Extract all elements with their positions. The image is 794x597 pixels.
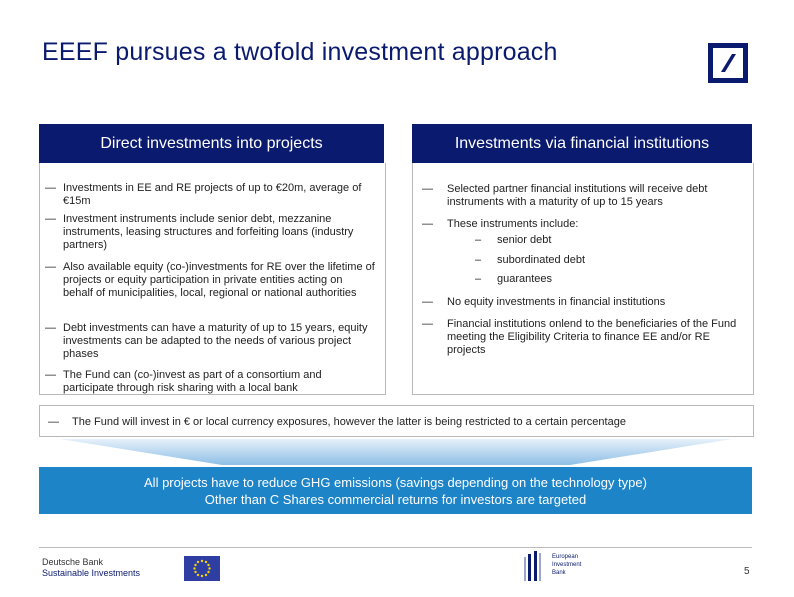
left-bullet-3: — Also available equity (co-)investments for RE over the lifetime of projects or equity participation in private entities acting on behalf of municipalities, local, regional or national authorities	[45, 261, 375, 299]
bullet-dash: —	[422, 318, 433, 330]
left-bullet-1: — Investments in EE and RE projects of up to €20m, average of €15m	[45, 182, 362, 207]
banner-line-2: Other than C Shares commercial returns for investors are targeted	[204, 492, 587, 507]
left-column-heading: Direct investments into projects	[39, 124, 384, 163]
slash-in-square-icon	[708, 43, 748, 83]
deutsche-bank-logo	[708, 43, 748, 83]
bullet-dash: —	[45, 182, 56, 194]
eib-text-1: European	[552, 554, 579, 560]
right-bullet-3: — No equity investments in financial institutions	[422, 296, 666, 308]
left-bullet-4: — Debt investments can have a maturity of up to 15 years, equity investments can be adapted to the needs of various project phases	[45, 322, 368, 360]
footer-brand-division: Sustainable Investments	[42, 568, 141, 578]
eib-text-2: Investment	[552, 562, 582, 568]
page-number: 5	[744, 566, 750, 577]
right-bullet-1: — Selected partner financial institutions will receive debt instruments with a maturity of up to 15 years	[422, 183, 708, 208]
bullet-dash: —	[422, 218, 433, 230]
bullet-dash: —	[45, 261, 56, 273]
conclusion-banner	[39, 467, 752, 514]
eib-text-3: Bank	[552, 570, 566, 576]
bullet-dash: —	[422, 296, 433, 308]
right-column-heading: Investments via financial institutions	[412, 124, 752, 163]
eib-logo	[522, 551, 592, 581]
right-bullet-2: — These instruments include:	[422, 218, 579, 230]
eib-bars-icon	[522, 551, 548, 581]
left-bullet-2: — Investment instruments include senior debt, mezzanine instruments, leasing structures and forfeiting loans (industry partners)	[45, 213, 354, 251]
bullet-dash: —	[45, 369, 56, 381]
bullet-dash: —	[422, 183, 433, 195]
footer-brand-name: Deutsche Bank	[42, 557, 104, 567]
bullet-dash: —	[45, 213, 56, 225]
right-bullet-4: — Financial institutions onlend to the beneficiaries of the Fund meeting the Eligibility Criteria to finance EE and/or RE projects	[422, 318, 737, 356]
bullet-dash: —	[45, 322, 56, 334]
eu-flag-icon	[184, 556, 220, 581]
left-bullet-5: — The Fund can (co-)invest as part of a consortium and participate through risk sharing with a local bank	[45, 369, 322, 394]
full-width-statement	[39, 405, 754, 437]
full-width-bullet: — The Fund will invest in € or local currency exposures, however the latter is being restricted to a certain percentage	[48, 416, 626, 428]
funnel-arrow-icon	[60, 439, 732, 465]
bullet-dash: —	[48, 416, 59, 428]
page-title: EEEF pursues a twofold investment approach	[42, 38, 558, 66]
footer-divider	[39, 547, 752, 548]
footer-brand	[42, 557, 140, 579]
banner-line-1: All projects have to reduce GHG emissions (savings depending on the technology type)	[144, 475, 647, 490]
